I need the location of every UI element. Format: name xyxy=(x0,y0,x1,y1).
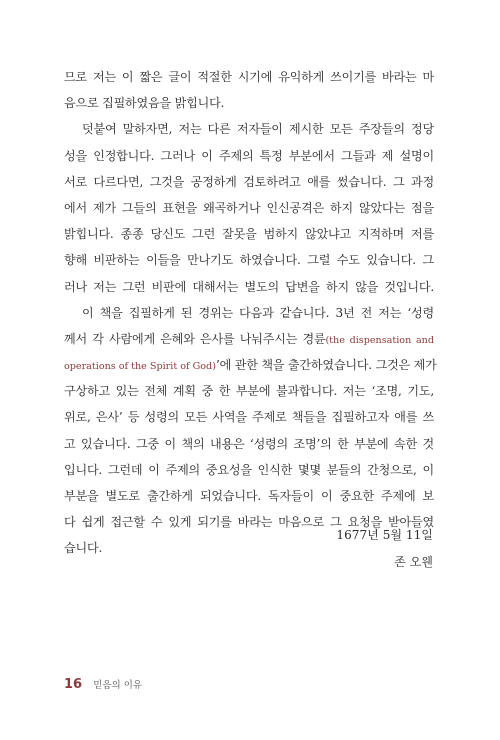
signature-date: 1677년 5월 11일 xyxy=(336,528,433,542)
line-korean-text: ’에 관한 책을 출간하였습니다. 그것은 제가 xyxy=(215,358,437,373)
signature-author: 존 오웬 xyxy=(394,555,433,569)
paragraph-line xyxy=(64,352,437,378)
paragraph-line: 밝힙니다. 종종 당신도 그런 잘못을 범하지 않았냐고 지적하며 저를 xyxy=(64,227,434,242)
paragraph-line: 다 쉽게 접근할 수 있게 되기를 바라는 마음으로 그 요청을 받아들였 xyxy=(64,515,434,530)
paragraph-line: 서로 다르다면, 그것을 공정하게 검토하려고 애를 썼습니다. 그 과정 xyxy=(64,174,434,189)
page-footer xyxy=(64,673,142,692)
paragraph-line xyxy=(64,326,434,352)
paragraph-line: 덧붙여 말하자면, 저는 다른 저자들이 제시한 모든 주장들의 정당 xyxy=(82,122,434,137)
paragraph-line: 고 있습니다. 그중 이 책의 내용은 ‘성령의 조명’의 한 부분에 속한 것 xyxy=(64,436,434,451)
paragraph-line: 부분을 별도로 출간하게 되었습니다. 독자들이 이 중요한 주제에 보 xyxy=(64,489,434,503)
paragraph-line: 습니다. xyxy=(64,541,103,556)
paragraph-line: 성을 인정합니다. 그러나 이 주제의 특정 부분에서 그들과 제 설명이 xyxy=(64,148,434,163)
paragraph-line: 이 책을 집필하게 된 경위는 다음과 같습니다. 3년 전 저는 ‘성령 xyxy=(82,305,434,320)
page-number: 16 xyxy=(64,677,83,692)
paragraph-line: 음으로 집필하였음을 밝힙니다. xyxy=(64,96,225,111)
paragraph-line: 위로, 은사’ 등 성령의 모든 사역을 주제로 책들을 집필하고자 애를 쓰 xyxy=(64,410,434,425)
paragraph-line: 입니다. 그런데 이 주제의 중요성을 인식한 몇몇 분들의 간청으로, 이 xyxy=(64,462,434,477)
line-korean-text: 께서 각 사람에게 은혜와 은사를 나눠주시는 경륜 xyxy=(64,331,326,346)
body-text xyxy=(64,64,437,562)
paragraph-line: 향해 비판하는 이들을 만나기도 하였습니다. 그럴 수도 있습니다. 그 xyxy=(64,253,434,268)
latin-phrase: operations of the Spirit of God) xyxy=(64,361,216,373)
paragraph-line: 므로 저는 이 짧은 글이 적절한 시기에 유익하게 쓰이기를 바라는 마 xyxy=(64,70,434,84)
latin-phrase: (the dispensation and xyxy=(325,334,434,346)
paragraph-line: 러나 저는 그런 비판에 대해서는 별도의 답변을 하지 않을 것입니다. xyxy=(64,279,434,294)
paragraph-line: 구상하고 있는 전체 계획 중 한 부분에 불과합니다. 저는 ‘조명, 기도, xyxy=(64,384,434,399)
running-title: 믿음의 이유 xyxy=(93,680,143,691)
paragraph-line: 에서 제가 그들의 표현을 왜곡하거나 인신공격은 하지 않았다는 점을 xyxy=(64,200,434,215)
